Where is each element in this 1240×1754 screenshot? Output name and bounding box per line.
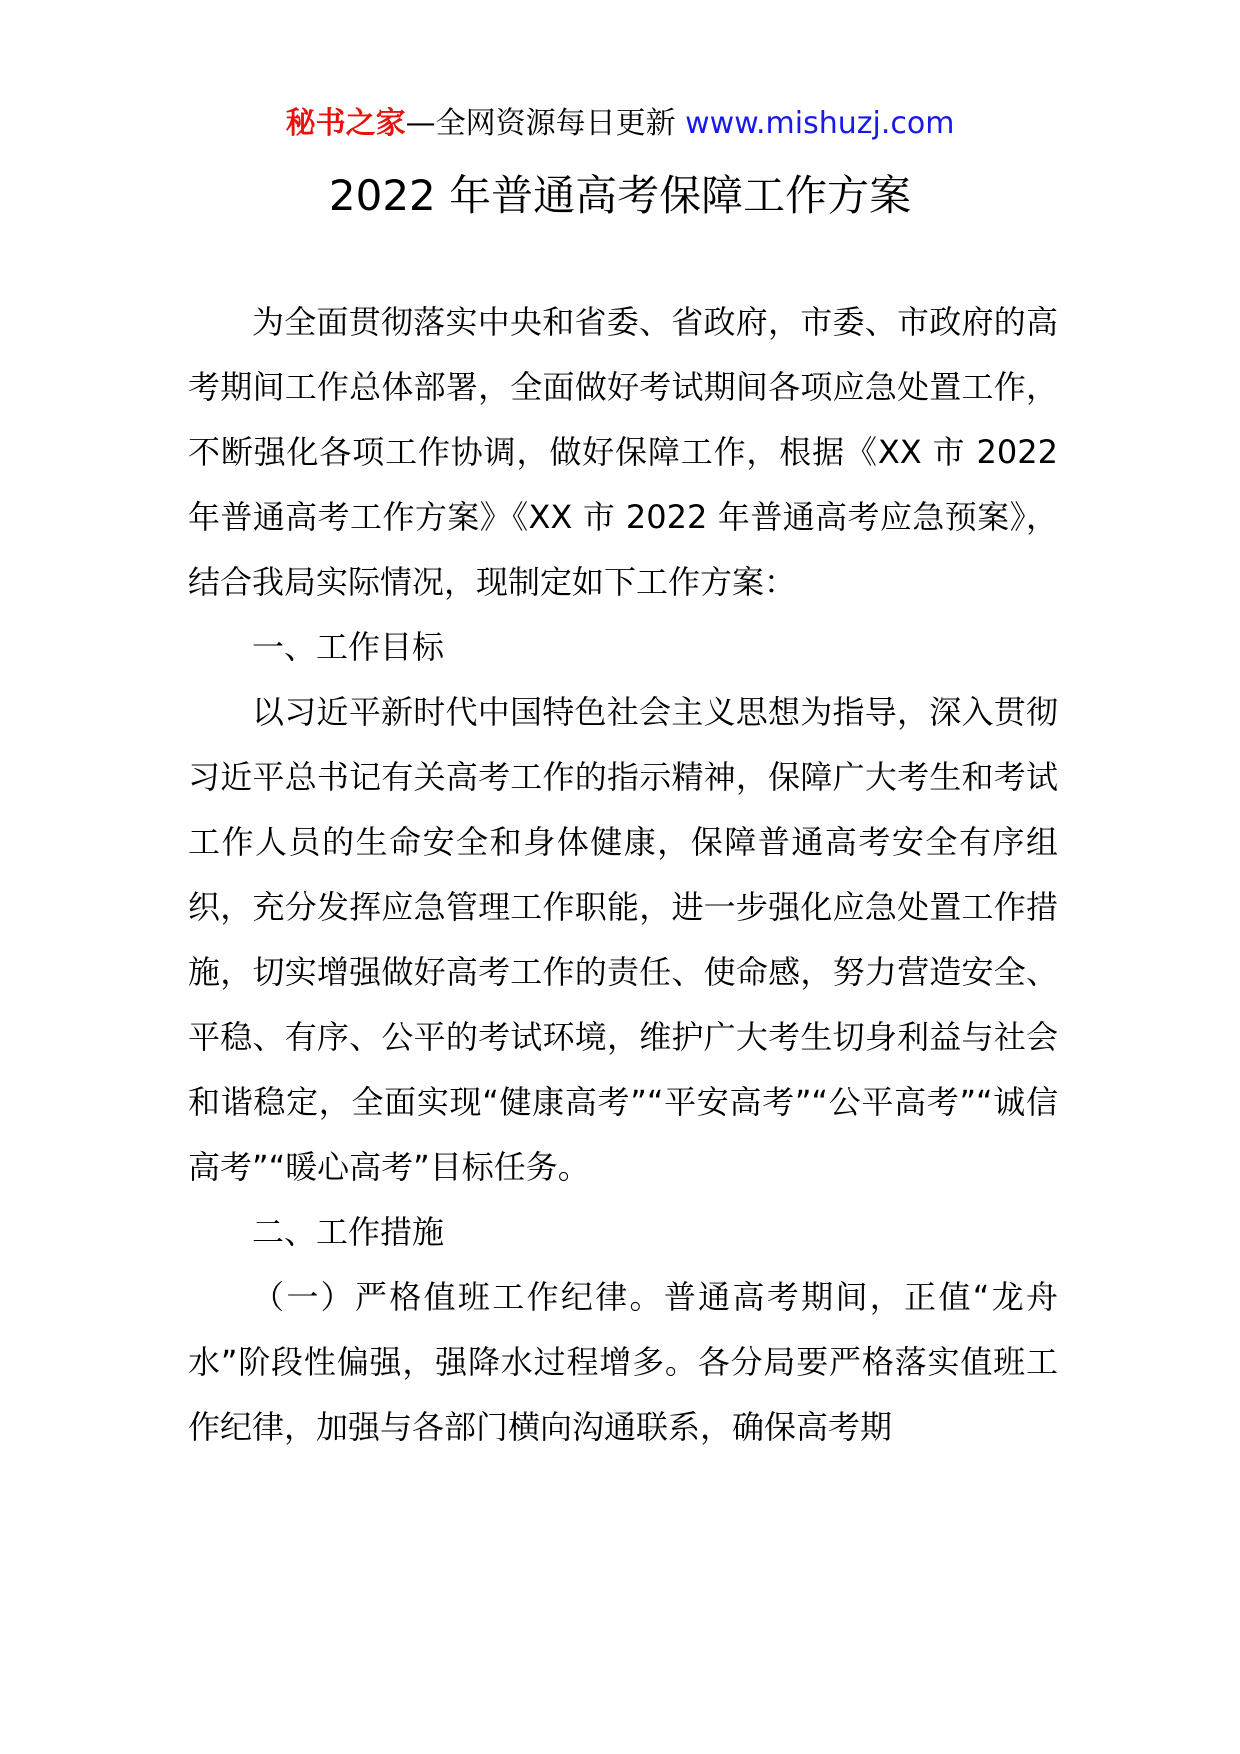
site-tagline: —全网资源每日更新	[405, 106, 676, 141]
site-header	[0, 102, 1240, 146]
document-title: 2022 年普通高考保障工作方案	[328, 171, 912, 220]
measures-paragraph-1: （一）严格值班工作纪律。普通高考期间，正值“龙舟水”阶段性偏强，强降水过程增多。各分局要严格落实值班工作纪律，加强与各部门横向沟通联系，确保高考期	[188, 1278, 1058, 1446]
site-url-link[interactable]: www.mishuzj.com	[685, 106, 955, 141]
goals-paragraph: 以习近平新时代中国特色社会主义思想为指导，深入贯彻习近平总书记有关高考工作的指示精神，保障广大考生和考试工作人员的生命安全和身体健康，保障普通高考安全有序组织，充分发挥应急管理工作职能，进一步强化应急处置工作措施，切实增强做好高考工作的责任、使命感，努力营造安全、平稳、有序、公平的考试环境，维护广大考生切身利益与社会和谐稳定，全面实现“健康高考”“平安高考”“公平高考”“诚信高考”“暖心高考”目标任务。	[188, 693, 1058, 1186]
site-brand: 秘书之家	[285, 106, 406, 141]
intro-paragraph: 为全面贯彻落实中央和省委、省政府，市委、市政府的高考期间工作总体部署，全面做好考试期间各项应急处置工作，不断强化各项工作协调，做好保障工作，根据《XX 市 2022 年普通高考工作方案》《XX 市 2022 年普通高考应急预案》，结合我局实际情况，现制定如下工作方案：	[188, 303, 1058, 601]
document-body	[188, 290, 1058, 1460]
section-heading-goals: 一、工作目标	[252, 628, 445, 666]
section-heading-measures: 二、工作措施	[252, 1213, 445, 1251]
